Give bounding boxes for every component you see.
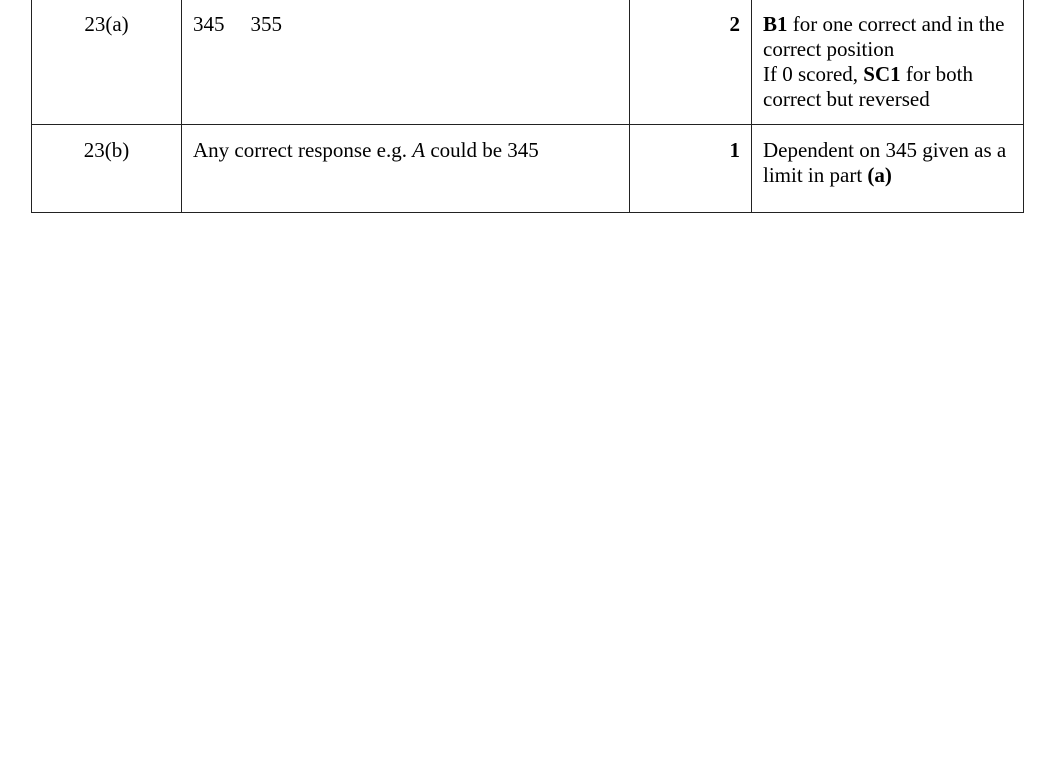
question-number: 23(a) [84,12,129,36]
question-number: 23(b) [83,138,130,162]
guidance-cell [752,0,1024,125]
mark-code: SC1 [863,62,901,86]
answer-text: Any correct response e.g. [193,138,413,162]
guidance-text: If 0 scored, [763,62,864,86]
marks-cell [630,125,752,213]
part-reference: (a) [867,163,892,187]
answer-text: could be 345 [425,138,539,162]
marks-value: 2 [729,12,740,36]
marks-value: 1 [729,138,740,162]
answer-variable: A [412,138,426,162]
question-number-cell [32,125,182,213]
mark-scheme-table [31,0,1024,213]
question-number-cell [32,0,182,125]
answer-value-upper: 355 [250,12,282,36]
table-row [32,0,1024,125]
answer-value-lower: 345 [193,12,225,36]
answer-cell [182,0,630,125]
marks-cell [630,0,752,125]
guidance-line-2 [763,62,1012,112]
guidance-text: Dependent on 345 given as a limit in part [763,138,1007,187]
guidance-text: for one correct and in the correct position [763,12,1005,61]
table-row [32,125,1024,213]
guidance-cell [752,125,1024,213]
mark-code: B1 [763,12,788,36]
guidance-line-1 [763,12,1012,62]
answer-cell [182,125,630,213]
guidance-text: for both correct but reversed [763,62,973,111]
